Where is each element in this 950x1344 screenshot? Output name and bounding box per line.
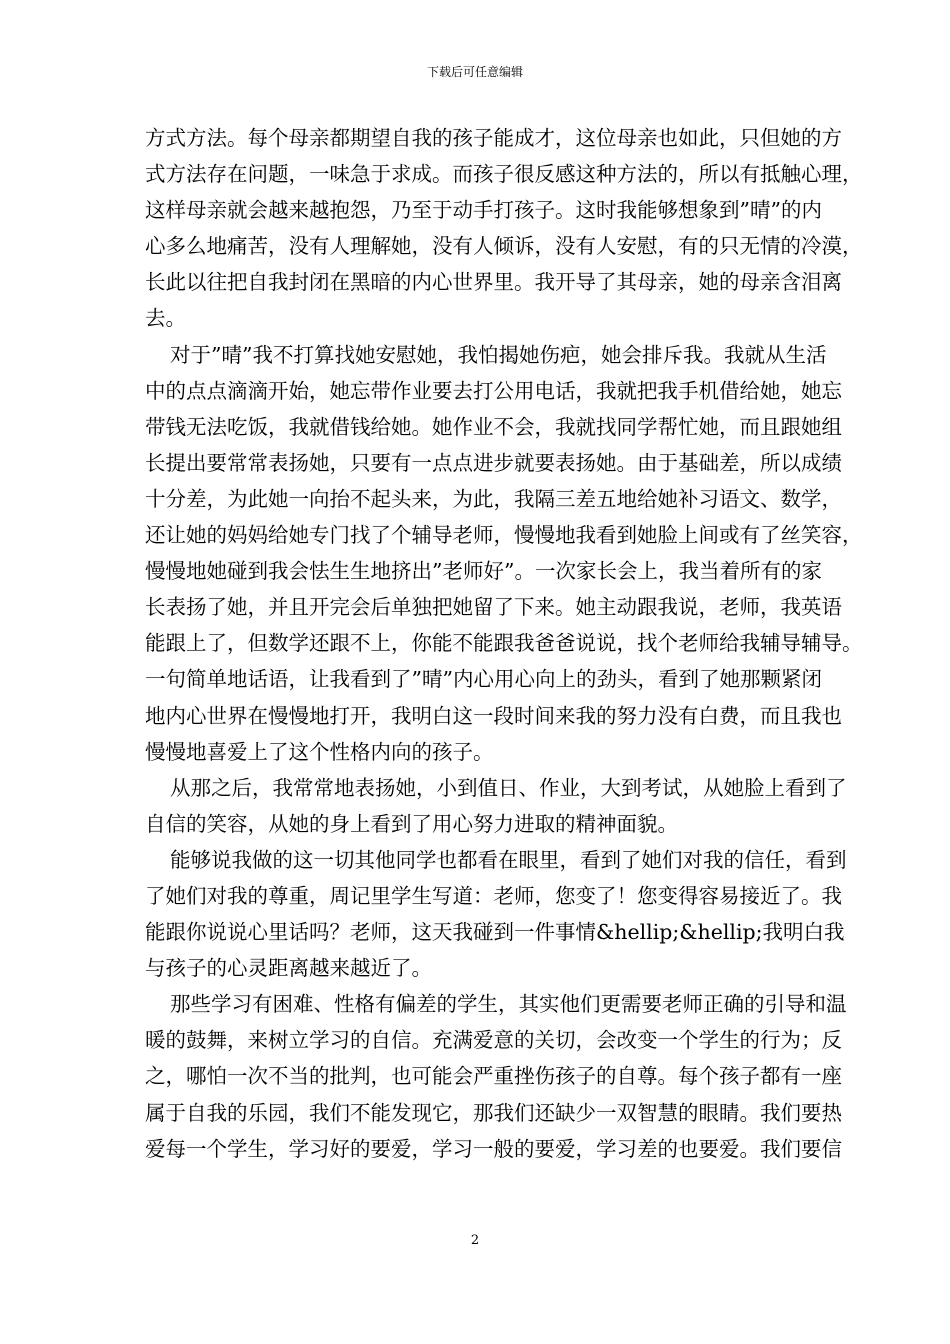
text-line: 自信的笑容，从她的身上看到了用心努力进取的精神面貌。: [145, 811, 678, 836]
text-line: 能跟你说说心里话吗？老师，这天我碰到一件事情&hellip;&hellip;我明白我: [145, 920, 845, 945]
text-line: 带钱无法吃饭，我就借钱给她。她作业不会，我就找同学帮忙她，而且跟她组: [145, 414, 842, 439]
text-line: 爱每一个学生，学习好的要爱，学习一般的要爱，学习差的也要爱。我们要信: [145, 1136, 842, 1161]
text-line: 十分差，为此她一向抬不起头来，为此，我隔三差五地给她补习语文、数学，: [145, 486, 842, 511]
text-line: 心多么地痛苦，没有人理解她，没有人倾诉，没有人安慰，有的只无情的冷漠，: [145, 234, 863, 259]
text-line: 那些学习有困难、性格有偏差的学生，其实他们更需要老师正确的引导和温: [170, 992, 847, 1017]
text-line: 长提出要常常表扬她，只要有一点点进步就要表扬她。由于基础差，所以成绩: [145, 450, 842, 475]
text-line: 暖的鼓舞，来树立学习的自信。充满爱意的关切，会改变一个学生的行为；反: [145, 1028, 842, 1053]
text-line: 这样母亲就会越来越抱怨，乃至于动手打孩子。这时我能够想象到”晴”的内: [145, 198, 822, 223]
text-line: 与孩子的心灵距离越来越近了。: [145, 956, 432, 981]
text-line: 去。: [145, 306, 186, 331]
text-line: 中的点点滴滴开始，她忘带作业要去打公用电话，我就把我手机借给她，她忘: [145, 378, 842, 403]
text-line: 还让她的妈妈给她专门找了个辅导老师，慢慢地我看到她脸上间或有了丝笑容，: [145, 523, 863, 548]
text-line: 地内心世界在慢慢地打开，我明白这一段时间来我的努力没有白费，而且我也: [145, 703, 842, 728]
text-line: 方式方法。每个母亲都期望自我的孩子能成才，这位母亲也如此，只但她的方: [145, 126, 842, 150]
text-line: 能够说我做的这一切其他同学也都看在眼里，看到了她们对我的信任，看到: [170, 847, 847, 872]
text-line: 一句简单地话语，让我看到了”晴”内心用心向上的劲头，看到了她那颗紧闭: [145, 667, 822, 692]
document-body: [145, 120, 863, 1167]
text-line: 慢慢地喜爱上了这个性格内向的孩子。: [145, 739, 494, 764]
text-line: 从那之后，我常常地表扬她，小到值日、作业，大到考试，从她脸上看到了: [170, 775, 847, 800]
text-line: 了她们对我的尊重，周记里学生写道：老师，您变了！您变得容易接近了。我: [145, 883, 842, 908]
text-line: 之，哪怕一次不当的批判，也可能会严重挫伤孩子的自尊。每个孩子都有一座: [145, 1064, 842, 1089]
text-line: 对于”晴”我不打算找她安慰她，我怕揭她伤疤，她会排斥我。我就从生活: [170, 342, 827, 367]
page-number: 2: [470, 1233, 480, 1248]
text-line: 属于自我的乐园，我们不能发现它，那我们还缺少一双智慧的眼睛。我们要热: [145, 1100, 842, 1125]
text-line: 长表扬了她，并且开完会后单独把她留了下来。她主动跟我说，老师，我英语: [145, 595, 842, 620]
text-line: 式方法存在问题，一味急于求成。而孩子很反感这种方法的，所以有抵触心理，: [145, 162, 863, 187]
page-header: 下载后可任意编辑: [426, 65, 523, 79]
text-line: 慢慢地她碰到我会怯生生地挤出”老师好”。一次家长会上，我当着所有的家: [145, 559, 822, 584]
text-line: 能跟上了，但数学还跟不上，你能不能跟我爸爸说说，找个老师给我辅导辅导。: [145, 631, 863, 656]
text-line: 长此以往把自我封闭在黑暗的内心世界里。我开导了其母亲，她的母亲含泪离: [145, 270, 842, 295]
